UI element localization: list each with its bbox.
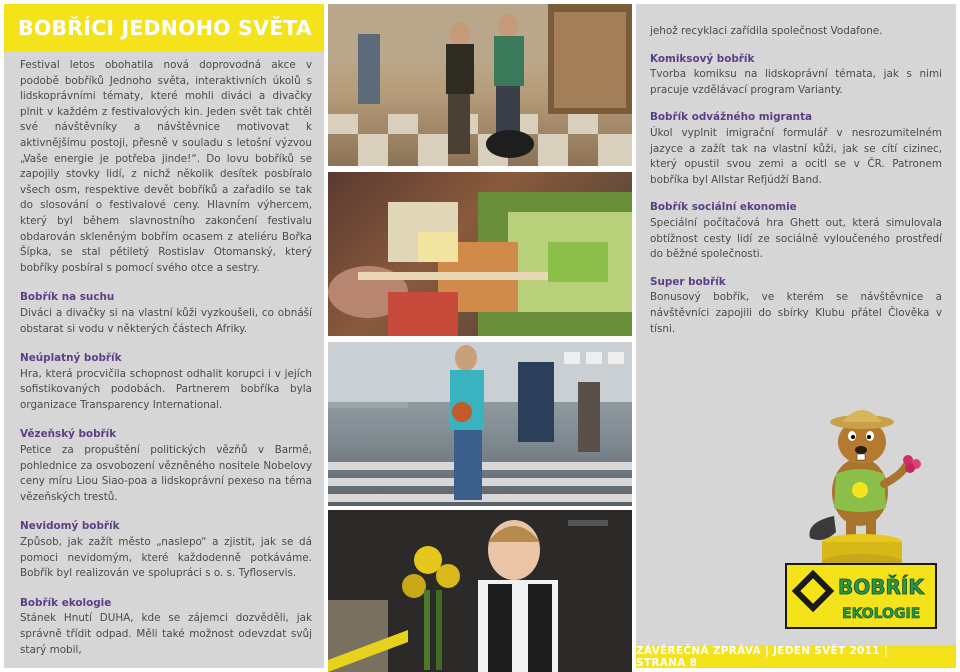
- right-column: [636, 4, 956, 668]
- section-bobrik-migranta: [650, 110, 942, 188]
- section-heading: Bobřík ekologie: [20, 596, 112, 609]
- intro-paragraph: Festival letos obohatila nová doprovodná akce v podobě bobříků Jednoho světa, interaktivních úkolů s lidskoprávními tématy, které mohli diváci a divačky plnit v každém z festivalových kin. Jeden svět tak chtěl své návštěvníky a návštěvnice motivovat k aktivnějšímu postoji, přesně v souladu s letošní výzvou „Vaše energie je potřeba jinde!“. Do lovu bobříků se zapojily stovky lidí, z nichž několik desítek posbíralo všech osm, respektive devět bobříků a zařadilo se tak do slosování o festivalové ceny. Hlavním výhercem, který byl během slavnostního zakončení festivalu obdarován skleněným bobřím ocasem z ateliéru Bořka Šípka, se stal pětiletý Rostislav Otomanský, který bobříky posbíral s pomocí svého otce a sestry.: [20, 59, 312, 274]
- section-neuplatny-bobrik: [20, 351, 312, 413]
- section-heading: Komiksový bobřík: [650, 52, 755, 65]
- photo-stairs: [328, 342, 632, 506]
- photo-blind-walk: [328, 4, 632, 166]
- section-body: Úkol vyplnit imigrační formulář v nesrozumitelném jazyce a zažít tak na vlastní kůži, jak se cítí cizinec, který opustil svou zemi a ocitl se v ČR. Patronem bobříka byl Allstar Refjúdží Band.: [650, 126, 942, 186]
- section-body: Diváci a divačky si na vlastní kůži vyzkoušeli, co obnáší obstarat si vodu v některých částech Afriky.: [20, 306, 312, 335]
- section-bobrik-ekologie: [20, 596, 312, 658]
- section-bobrik-na-suchu: [20, 290, 312, 337]
- title-bar: [4, 4, 324, 52]
- section-nevidomy-bobrik: [20, 519, 312, 581]
- section-heading: Nevidomý bobřík: [20, 520, 120, 533]
- section-vezensky-bobrik: [20, 427, 312, 505]
- section-heading: Vězeňský bobřík: [20, 428, 117, 441]
- continued-paragraph: jehož recyklaci zařídila společnost Vodafone.: [650, 25, 883, 37]
- left-column: [4, 4, 324, 668]
- photo-winner: [328, 510, 632, 672]
- section-heading: Bobřík sociální ekonomie: [650, 201, 797, 214]
- mascot-label-line1: BOBŘÍK: [838, 575, 924, 599]
- section-body: Stánek Hnutí DUHA, kde se zájemci dozvěděli, jak správně třídit odpad. Měli také možnost odevzdat svůj starý mobil,: [20, 612, 312, 656]
- mascot-label-line2: EKOLOGIE: [842, 606, 921, 622]
- section-bobrik-socialni-ekonomie: [650, 200, 942, 262]
- section-heading: Neúplatný bobřík: [20, 352, 122, 365]
- section-body: Způsob, jak zažít město „naslepo“ a zjistit, jak se dá pomoci nevidomým, které každodenně potkáváme. Bobřík byl realizován ve spolupráci s o. s. Tyfloservis.: [20, 536, 312, 580]
- footer-bar: [636, 645, 956, 668]
- section-body: Tvorba komiksu na lidskoprávní témata, jak s nimi pracuje vzdělávací program Varianty.: [650, 68, 942, 96]
- right-text: [650, 24, 942, 337]
- section-heading: Super bobřík: [650, 275, 726, 288]
- section-super-bobrik: [650, 275, 942, 337]
- section-heading: Bobřík na suchu: [20, 291, 115, 304]
- photo-recycling: [328, 172, 632, 336]
- beaver-mascot-illustration: [776, 404, 946, 634]
- section-body: Petice za propuštění politických vězňů v Barmě, pohlednice za osvobození vězněného nositele Nobelovy ceny míru Liou Siao-poa a lidskoprávní pexeso na téma vězeňských trestů.: [20, 444, 312, 503]
- section-body: Speciální počítačová hra Ghett out, která simulovala obtížnost cesty lidí ze sociálně vyloučeného prostředí do běžné společnosti.: [650, 216, 942, 261]
- photo-column: [328, 4, 632, 668]
- section-body: Bonusový bobřík, ve kterém se návštěvnice a návštěvníci zapojili do sbírky Klubu přátel Člověka v tísni.: [650, 291, 942, 335]
- left-text: [20, 58, 312, 658]
- section-body: Hra, která procvičila schopnost odhalit korupci i v jejích sofistikovaných podobách. Partnerem bobříka byla organizace Transparency International.: [20, 367, 312, 411]
- footer-text: ZÁVĚREČNÁ ZPRÁVA | JEDEN SVĚT 2011 | STRANA 8: [636, 644, 888, 668]
- section-heading: Bobřík odvážného migranta: [650, 111, 813, 124]
- page-title: BOBŘÍCI JEDNOHO SVĚTA: [18, 16, 312, 40]
- section-komiksovy-bobrik: [650, 52, 942, 99]
